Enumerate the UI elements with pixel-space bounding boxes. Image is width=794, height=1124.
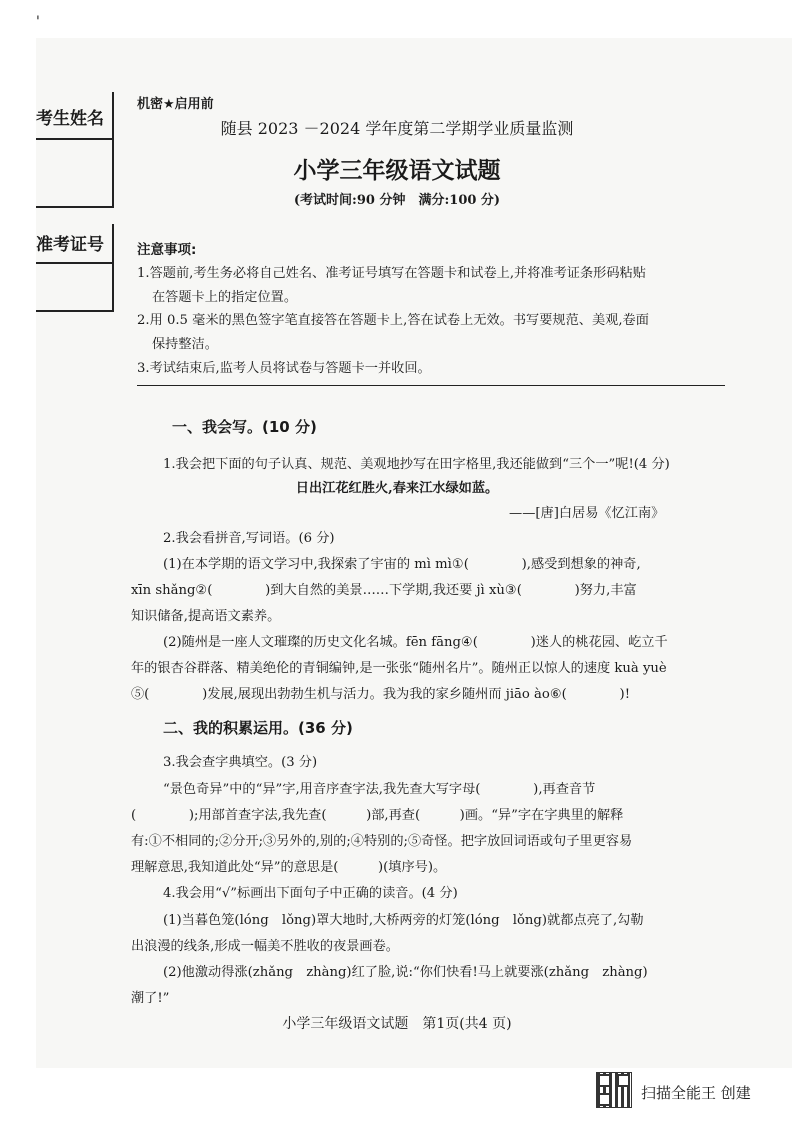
question-1: 1.我会把下面的句子认真、规范、美观地抄写在田字格里,我还能做到“三个一”呢!(4 分): [163, 457, 670, 472]
question-line: “景色奇异”中的“异”字,用音序查字法,我先查大写字母( ),再查音节: [163, 782, 596, 797]
scan-mark: ': [36, 14, 40, 30]
question-2: 2.我会看拼音,写词语。(6 分): [163, 531, 335, 546]
question-line: 理解意思,我知道此处“异”的意思是( )(填序号)。: [131, 860, 447, 875]
poem-source: ——[唐]白居易《忆江南》: [509, 506, 665, 521]
name-label: 考生姓名: [36, 109, 104, 129]
id-label: 准考证号: [36, 235, 104, 255]
question-line: xīn shǎng②( )到大自然的美景……下学期,我还要 jì xù③( )努力,丰富: [131, 583, 637, 598]
page-footer: 小学三年级语文试题 第1页(共4 页): [282, 1016, 512, 1032]
exam-meta: (考试时间:90 分钟 满分:100 分): [293, 193, 501, 208]
page-title: 小学三年级语文试题: [293, 158, 501, 184]
question-line: (2)他激动得涨(zhǎng zhàng)红了脸,说:“你们快看!马上就要涨(zhǎng zhàng): [163, 965, 648, 980]
id-write-box: [36, 262, 114, 312]
section-title: 二、我的积累运用。(36 分): [163, 719, 353, 737]
poem-line: 日出江花红胜火,春来江水绿如蓝。: [295, 481, 499, 496]
question-line: (1)在本学期的语文学习中,我探索了宇宙的 mì mì①( ),感受到想象的神奇,: [163, 557, 641, 572]
qr-code-icon: [596, 1072, 632, 1108]
question-line: 潮了!”: [131, 991, 170, 1006]
notice-line: 2.用 0.5 毫米的黑色签字笔直接答在答题卡上,答在试卷上无效。书写要规范、美观,卷面: [137, 313, 649, 328]
question-line: 出浪漫的线条,形成一幅美不胜收的夜景画卷。: [131, 939, 399, 954]
exam-title: 随县 2023 －2024 学年度第二学期学业质量监测: [220, 119, 574, 138]
scanner-watermark: 扫描全能王 创建: [641, 1084, 751, 1102]
notice-line: 保持整洁。: [152, 337, 218, 352]
question-line: 知识储备,提高语文素养。: [131, 609, 281, 624]
question-line: 有:①不相同的;②分开;③另外的,别的;④特别的;⑤奇怪。把字放回词语或句子里更容易: [131, 834, 633, 849]
question-line: (1)当暮色笼(lóng lǒng)罩大地时,大桥两旁的灯笼(lóng lǒng)就都点亮了,勾勒: [163, 913, 644, 928]
question-4: 4.我会用“√”标画出下面句子中正确的读音。(4 分): [163, 886, 458, 901]
divider: [137, 385, 725, 386]
question-line: 年的银杏谷群落、精美绝伦的青铜编钟,是一张张“随州名片”。随州正以惊人的速度 kuà yuè: [131, 661, 667, 676]
notice-line: 3.考试结束后,监考人员将试卷与答题卡一并收回。: [137, 361, 431, 376]
question-line: ( );用部首查字法,我先查( )部,再查( )画。“异”字在字典里的解释: [131, 808, 624, 823]
secret-mark: 机密★启用前: [137, 97, 214, 112]
notice-heading: 注意事项:: [137, 242, 197, 258]
question-line: ⑤( )发展,展现出勃勃生机与活力。我为我的家乡随州而 jiāo ào⑥( )!: [131, 687, 630, 702]
question-line: (2)随州是一座人文璀璨的历史文化名城。fēn fāng④( )迷人的桃花园、屹立千: [163, 635, 668, 650]
notice-line: 1.答题前,考生务必将自己姓名、准考证号填写在答题卡和试卷上,并将准考证条形码粘贴: [137, 266, 646, 281]
question-3: 3.我会查字典填空。(3 分): [163, 755, 318, 770]
section-title: 一、我会写。(10 分): [172, 418, 317, 436]
notice-line: 在答题卡上的指定位置。: [152, 290, 298, 305]
